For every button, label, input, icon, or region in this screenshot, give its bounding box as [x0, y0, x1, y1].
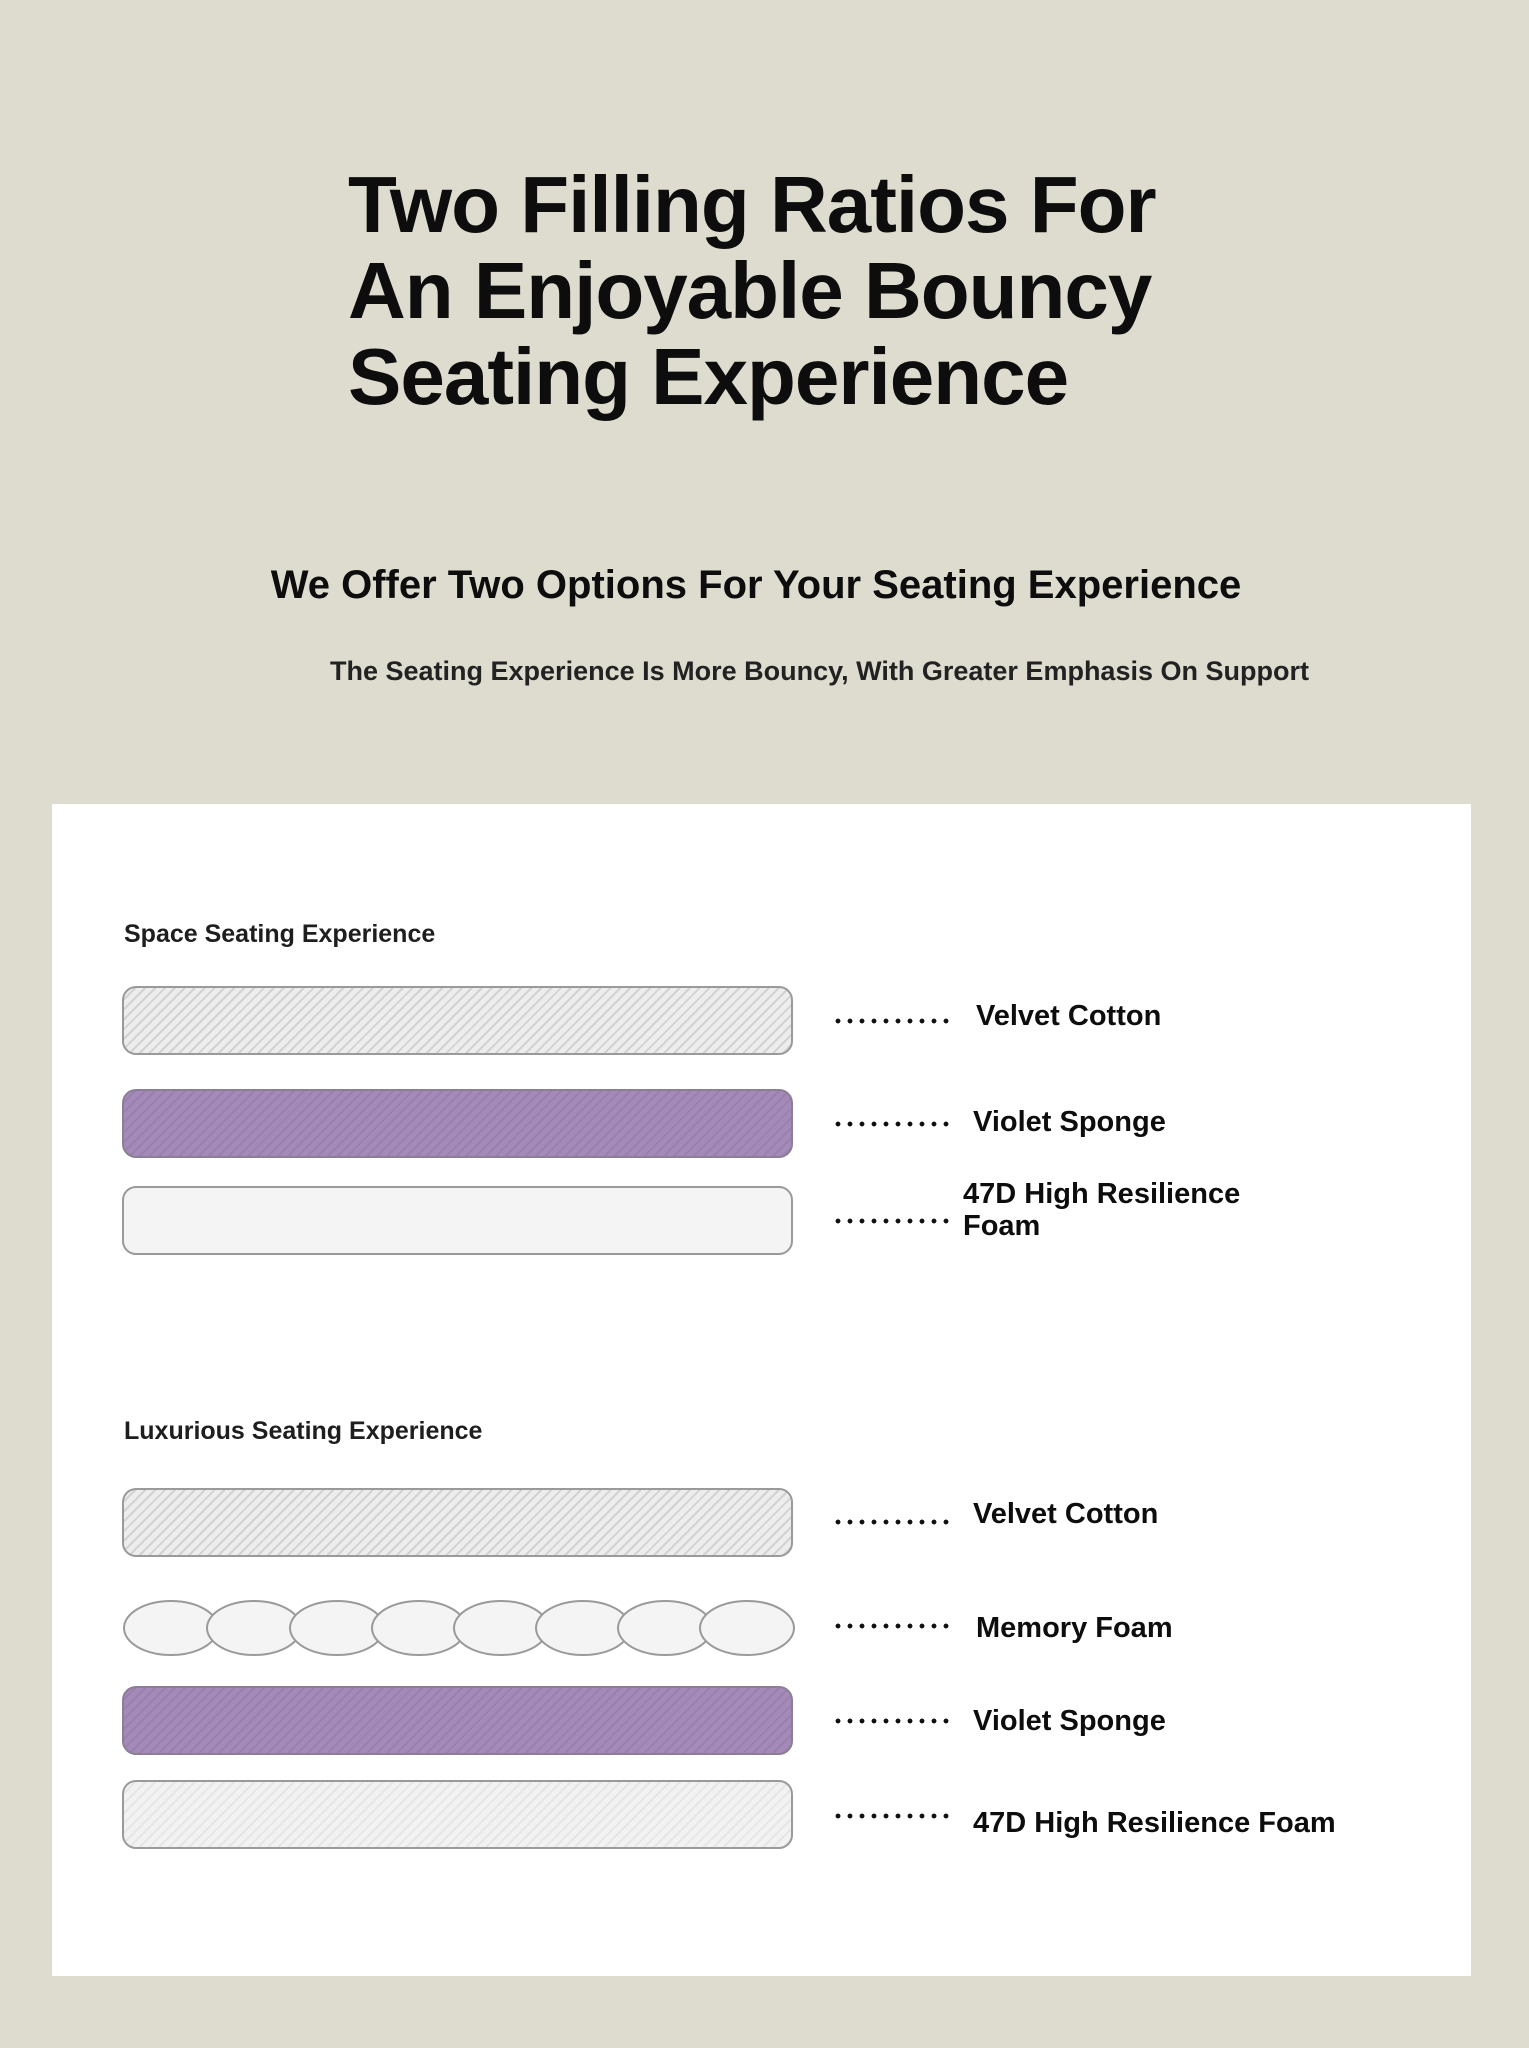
- section-title-space: Space Seating Experience: [124, 920, 436, 948]
- leader-dots: [832, 1121, 950, 1127]
- layer-label-violet-sponge: Violet Sponge: [973, 1106, 1166, 1138]
- leader-dots: [832, 1718, 950, 1724]
- layer-swatch-violet-sponge: [122, 1089, 793, 1158]
- layer-swatch-high-resilience-foam: [122, 1780, 793, 1849]
- layer-label-high-resilience-foam: 47D High Resilience Foam: [973, 1807, 1336, 1839]
- subtitle: We Offer Two Options For Your Seating Experience: [270, 563, 1242, 607]
- title-line-2: An Enjoyable Bouncy: [348, 246, 1152, 335]
- layer-label-violet-sponge: Violet Sponge: [973, 1705, 1166, 1737]
- leader-dots: [832, 1018, 950, 1024]
- layer-swatch-high-resilience-foam: [122, 1186, 793, 1255]
- filling-card: [52, 804, 1471, 1976]
- page-title: [348, 162, 1248, 420]
- layer-label-memory-foam: Memory Foam: [976, 1612, 1173, 1644]
- leader-dots: [832, 1218, 950, 1224]
- layer-label-high-resilience-foam: 47D High Resilience Foam: [963, 1178, 1241, 1242]
- section-title-luxurious: Luxurious Seating Experience: [124, 1417, 483, 1445]
- layer-swatch-memory-foam: [122, 1599, 796, 1657]
- layer-swatch-violet-sponge: [122, 1686, 793, 1755]
- layer-swatch-velvet-cotton: [122, 1488, 793, 1557]
- leader-dots: [832, 1623, 950, 1629]
- title-line-3: Seating Experience: [348, 332, 1069, 421]
- leader-dots: [832, 1813, 950, 1819]
- title-line-1: Two Filling Ratios For: [348, 160, 1156, 249]
- layer-label-velvet-cotton: Velvet Cotton: [976, 1000, 1162, 1032]
- layer-swatch-velvet-cotton: [122, 986, 793, 1055]
- leader-dots: [832, 1519, 950, 1525]
- layer-label-velvet-cotton: Velvet Cotton: [973, 1498, 1159, 1530]
- tagline: The Seating Experience Is More Bouncy, With Greater Emphasis On Support: [330, 656, 1309, 686]
